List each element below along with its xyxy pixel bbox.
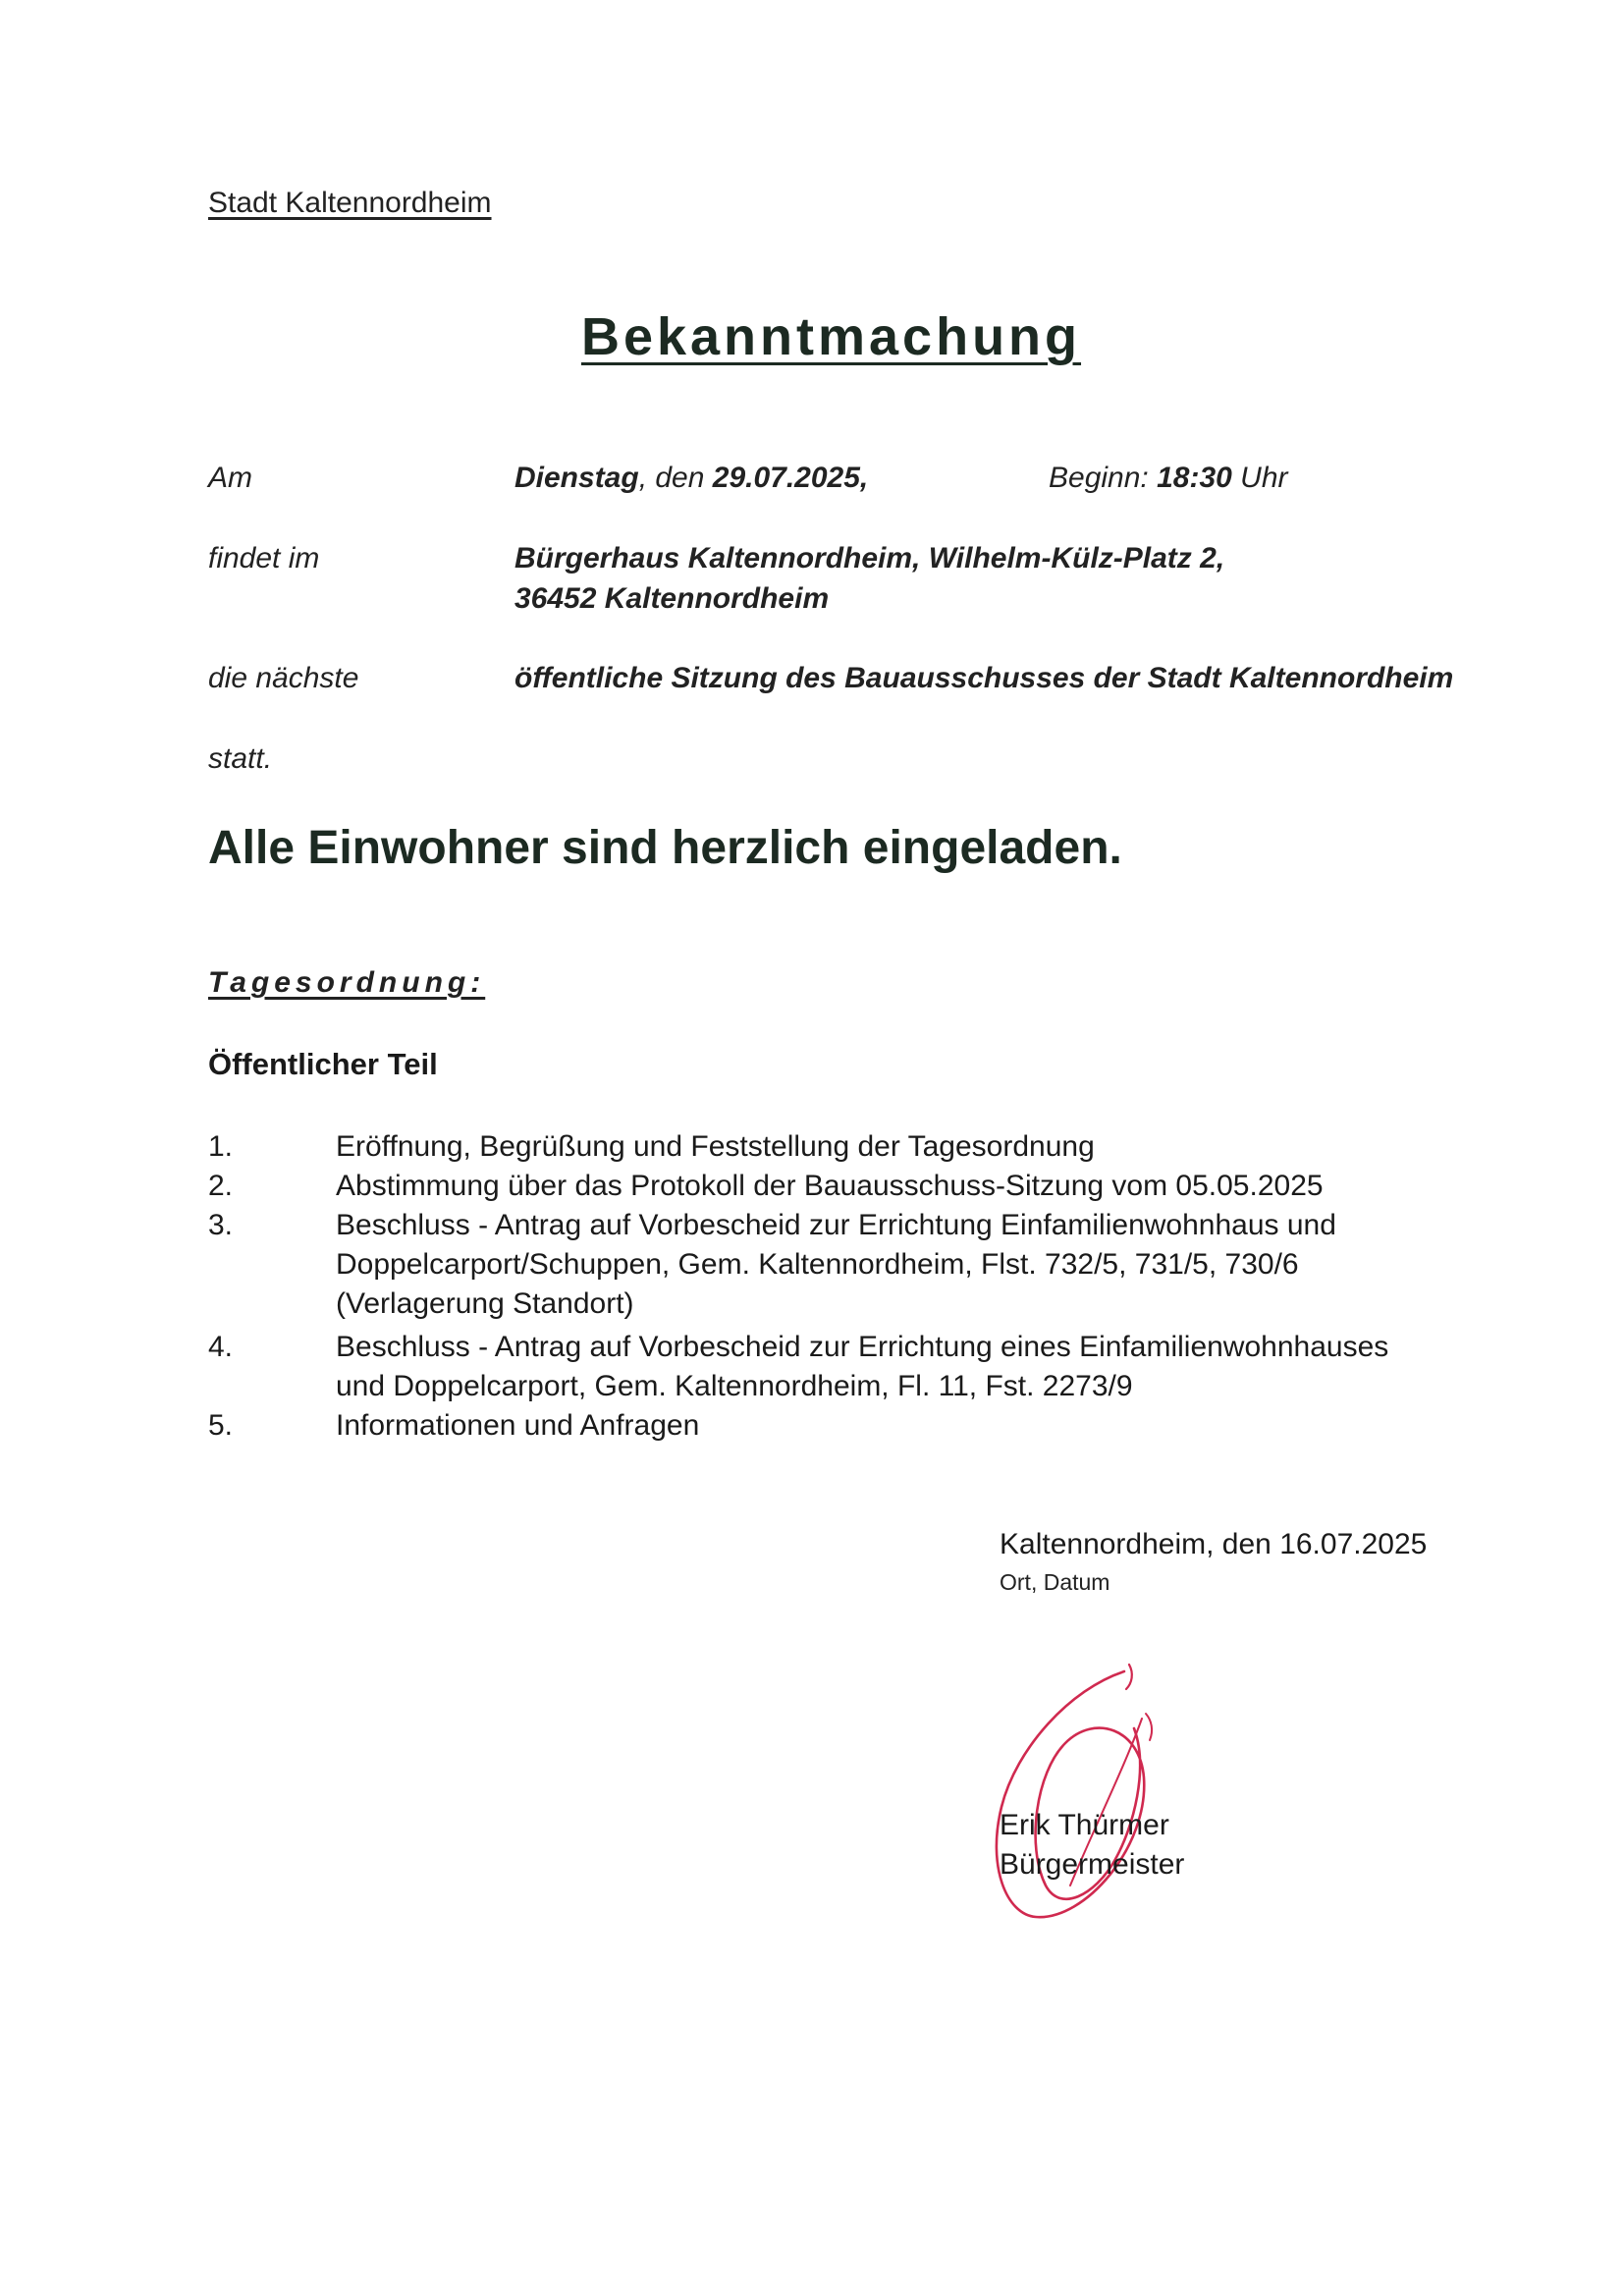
agenda-item-text: Beschluss - Antrag auf Vorbescheid zur Errichtung eines Einfamilienwohnhauses und Doppelcarport, Gem. Kaltennordheim, Fl. 11, Fst. 2273/9 bbox=[336, 1331, 1389, 1402]
agenda-item-number: 2. bbox=[208, 1170, 234, 1202]
next-session-label: die nächste bbox=[208, 662, 359, 694]
date-label: Am bbox=[208, 462, 252, 494]
meeting-date bbox=[514, 462, 868, 495]
agenda-item-text: Abstimmung über das Protokoll der Bauausschuss-Sitzung vom 05.05.2025 bbox=[336, 1170, 1324, 1202]
agenda-item-text: Informationen und Anfragen bbox=[336, 1409, 700, 1442]
place-date-caption: Ort, Datum bbox=[1000, 1569, 1110, 1595]
agenda-item-number: 4. bbox=[208, 1331, 234, 1363]
agenda-heading: Tagesordnung: bbox=[208, 966, 486, 999]
document-title: Bekanntmachung bbox=[580, 307, 1082, 366]
date-connector: , den bbox=[638, 462, 713, 494]
location-line-1: Bürgerhaus Kaltennordheim, Wilhelm-Külz-Platz 2, bbox=[514, 542, 1225, 574]
location-line-2: 36452 Kaltennordheim bbox=[514, 582, 830, 615]
agenda-item-number: 1. bbox=[208, 1130, 234, 1163]
place-date: Kaltennordheim, den 16.07.2025 bbox=[1000, 1528, 1428, 1560]
closing-word: statt. bbox=[208, 742, 273, 775]
agenda-item-number: 5. bbox=[208, 1409, 234, 1442]
signer-role: Bürgermeister bbox=[1000, 1848, 1185, 1881]
invitation-text: Alle Einwohner sind herzlich eingeladen. bbox=[208, 822, 1122, 874]
signer-name: Erik Thürmer bbox=[1000, 1809, 1169, 1841]
session-name: öffentliche Sitzung des Bauausschusses der Stadt Kaltennordheim bbox=[514, 662, 1454, 694]
agenda-item-number: 3. bbox=[208, 1209, 234, 1241]
begin-label: Beginn: bbox=[1049, 462, 1158, 494]
signature-scribble bbox=[977, 1660, 1173, 1935]
location-label: findet im bbox=[208, 542, 320, 574]
organization-name: Stadt Kaltennordheim bbox=[208, 187, 492, 219]
agenda-item-text: Eröffnung, Begrüßung und Feststellung der Tagesordnung bbox=[336, 1130, 1095, 1163]
meeting-begin bbox=[1049, 462, 1288, 495]
agenda-section-title: Öffentlicher Teil bbox=[208, 1047, 438, 1081]
agenda-item-text: Beschluss - Antrag auf Vorbescheid zur Errichtung Einfamilienwohnhaus und Doppelcarport/Schuppen, Gem. Kaltennordheim, Flst. 732/5, 731/5, 730/6 (Verlagerung Standort) bbox=[336, 1209, 1336, 1320]
begin-unit: Uhr bbox=[1231, 462, 1288, 494]
meeting-weekday: Dienstag bbox=[514, 462, 639, 494]
begin-time: 18:30 bbox=[1157, 462, 1232, 494]
meeting-date-value: 29.07.2025, bbox=[712, 462, 869, 494]
